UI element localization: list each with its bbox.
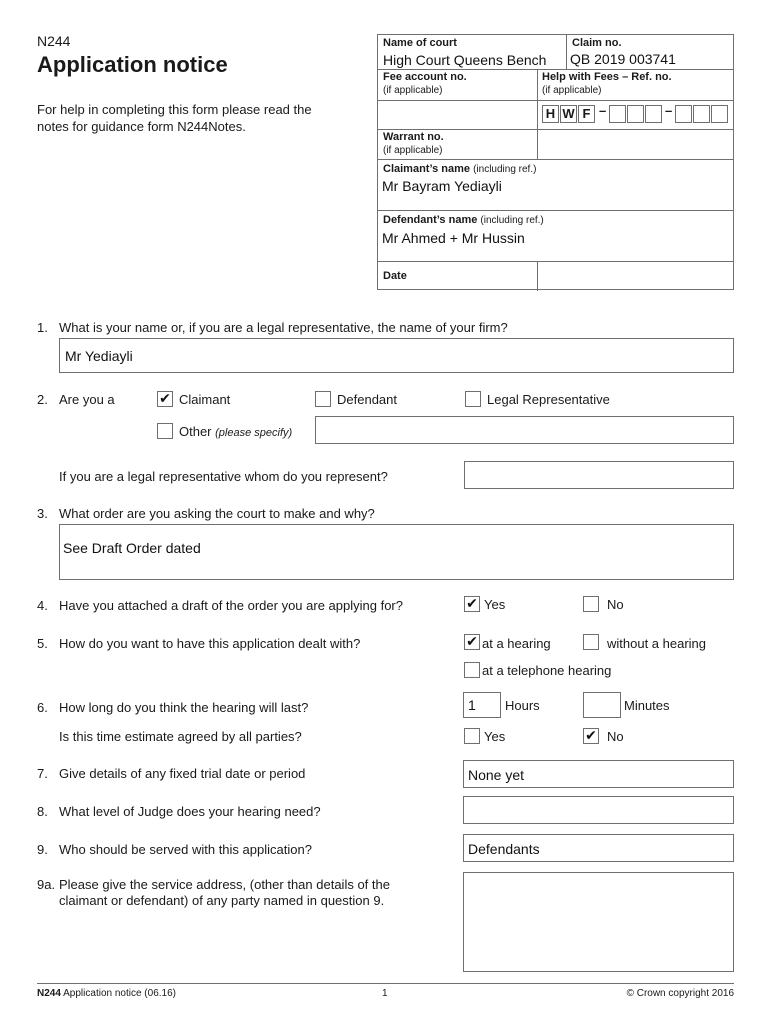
- q1-name-field[interactable]: [59, 338, 734, 373]
- telephone-hearing-checkbox[interactable]: [464, 662, 480, 678]
- agreed-yes-checkbox[interactable]: [464, 728, 480, 744]
- claimant-name-sublabel: (including ref.): [473, 164, 537, 175]
- without-hearing-label: without a hearing: [607, 636, 707, 651]
- trial-date-field[interactable]: [463, 760, 734, 788]
- at-hearing-label: at a hearing: [482, 636, 551, 651]
- q6-number: 6.: [37, 700, 48, 715]
- name-of-court-label: Name of court: [383, 37, 457, 49]
- represent-text: If you are a legal representative whom do you represent?: [59, 469, 388, 484]
- hwf-digit-6[interactable]: [711, 105, 728, 123]
- agreed-no-checkbox[interactable]: ✔: [583, 728, 599, 744]
- claimant-checkbox[interactable]: ✔: [157, 391, 173, 407]
- q4-text: Have you attached a draft of the order you are applying for?: [59, 598, 403, 613]
- claimant-name-label: [383, 163, 536, 175]
- claim-no-field[interactable]: QB 2019 003741: [570, 51, 676, 67]
- footer-form-code: N244: [37, 988, 61, 999]
- without-hearing-checkbox[interactable]: [583, 634, 599, 650]
- q2-text: Are you a: [59, 392, 115, 407]
- represent-field[interactable]: [464, 461, 734, 489]
- hours-label: Hours: [505, 698, 540, 713]
- defendant-name-sublabel: (including ref.): [480, 215, 544, 226]
- date-field[interactable]: [537, 261, 733, 289]
- name-of-court-field[interactable]: High Court Queens Bench: [383, 52, 547, 68]
- date-label: Date: [383, 270, 407, 282]
- hwf-digit-5[interactable]: [693, 105, 710, 123]
- page-title: Application notice: [37, 52, 228, 77]
- q4-number: 4.: [37, 598, 48, 613]
- hwf-digit-3[interactable]: [645, 105, 662, 123]
- fee-account-label: Fee account no.: [383, 71, 467, 83]
- help-with-fees-label: Help with Fees – Ref. no.: [542, 71, 672, 83]
- other-hint: (please specify): [215, 427, 293, 439]
- other-checkbox[interactable]: [157, 423, 173, 439]
- hwf-letter-h: H: [542, 105, 559, 123]
- q9a-text-line1: Please give the service address, (other than details of the: [59, 877, 390, 892]
- claimant-name-field[interactable]: Mr Bayram Yediayli: [382, 178, 502, 194]
- hwf-digit-4[interactable]: [675, 105, 692, 123]
- form-code: N244: [37, 33, 71, 49]
- served-with-field[interactable]: [463, 834, 734, 862]
- q3-order-value: See Draft Order dated: [63, 540, 201, 556]
- other-label-text: Other: [179, 424, 212, 439]
- warrant-field[interactable]: [537, 129, 733, 158]
- fee-account-sublabel: (if applicable): [383, 85, 443, 96]
- service-address-field[interactable]: [463, 872, 734, 972]
- telephone-hearing-label: at a telephone hearing: [482, 663, 612, 678]
- defendant-name-label-text: Defendant’s name: [383, 214, 478, 226]
- hwf-digit-1[interactable]: [609, 105, 626, 123]
- q9a-text-line2: claimant or defendant) of any party named in question 9.: [59, 893, 385, 908]
- help-text-line2: notes for guidance form N244Notes.: [37, 119, 246, 134]
- hwf-dash-1: –: [599, 103, 607, 118]
- other-specify-field[interactable]: [315, 416, 734, 444]
- defendant-label: Defendant: [337, 392, 397, 407]
- q1-name-value: Mr Yediayli: [65, 348, 133, 364]
- q9-text: Who should be served with this application?: [59, 842, 312, 857]
- footer-divider: [37, 983, 734, 984]
- trial-date-value: None yet: [468, 767, 525, 783]
- served-with-value: Defendants: [468, 841, 540, 857]
- at-hearing-checkbox[interactable]: ✔: [464, 634, 480, 650]
- q8-text: What level of Judge does your hearing need?: [59, 804, 321, 819]
- other-label: [179, 424, 292, 439]
- q3-text: What order are you asking the court to make and why?: [59, 506, 375, 521]
- judge-level-field[interactable]: [463, 796, 734, 824]
- q4-yes-checkbox[interactable]: ✔: [464, 596, 480, 612]
- q9a-number: 9a.: [37, 877, 56, 892]
- minutes-field[interactable]: [583, 692, 621, 718]
- q1-number: 1.: [37, 320, 48, 335]
- defendant-name-label: [383, 214, 544, 226]
- defendant-name-field[interactable]: Mr Ahmed + Mr Hussin: [382, 230, 525, 246]
- minutes-label: Minutes: [624, 698, 670, 713]
- hwf-digit-2[interactable]: [627, 105, 644, 123]
- q8-number: 8.: [37, 804, 48, 819]
- claimant-label: Claimant: [179, 392, 231, 407]
- hwf-dash-2: –: [665, 103, 673, 118]
- q3-order-field[interactable]: [59, 524, 734, 580]
- warrant-label: Warrant no.: [383, 131, 444, 143]
- help-with-fees-sublabel: (if applicable): [542, 85, 602, 96]
- q7-number: 7.: [37, 766, 48, 781]
- hwf-letter-w: W: [560, 105, 577, 123]
- footer-form-name: [37, 988, 176, 999]
- q5-text: How do you want to have this application dealt with?: [59, 636, 361, 651]
- agreed-no-label: No: [607, 729, 624, 744]
- warrant-sublabel: (if applicable): [383, 145, 443, 156]
- q2-number: 2.: [37, 392, 48, 407]
- q7-text: Give details of any fixed trial date or period: [59, 766, 306, 781]
- defendant-checkbox[interactable]: [315, 391, 331, 407]
- footer-copyright: © Crown copyright 2016: [626, 988, 734, 999]
- hours-value: 1: [468, 697, 476, 713]
- q4-no-checkbox[interactable]: [583, 596, 599, 612]
- legal-rep-label: Legal Representative: [487, 392, 610, 407]
- q9-number: 9.: [37, 842, 48, 857]
- footer-page-number: 1: [382, 988, 388, 999]
- q1-text: What is your name or, if you are a legal representative, the name of your firm?: [59, 320, 508, 335]
- q4-no-label: No: [607, 597, 624, 612]
- q5-number: 5.: [37, 636, 48, 651]
- help-text-line1: For help in completing this form please read the: [37, 102, 312, 117]
- agreed-yes-label: Yes: [484, 729, 506, 744]
- footer-form-title: Application notice (06.16): [63, 988, 176, 999]
- fee-account-field[interactable]: [378, 100, 536, 128]
- claimant-name-label-text: Claimant’s name: [383, 163, 471, 175]
- legal-rep-checkbox[interactable]: [465, 391, 481, 407]
- agreed-text: Is this time estimate agreed by all parties?: [59, 729, 302, 744]
- q3-number: 3.: [37, 506, 48, 521]
- q4-yes-label: Yes: [484, 597, 506, 612]
- hours-field[interactable]: [463, 692, 501, 718]
- q6-text: How long do you think the hearing will last?: [59, 700, 309, 715]
- hwf-letter-f: F: [578, 105, 595, 123]
- claim-no-label: Claim no.: [572, 37, 622, 49]
